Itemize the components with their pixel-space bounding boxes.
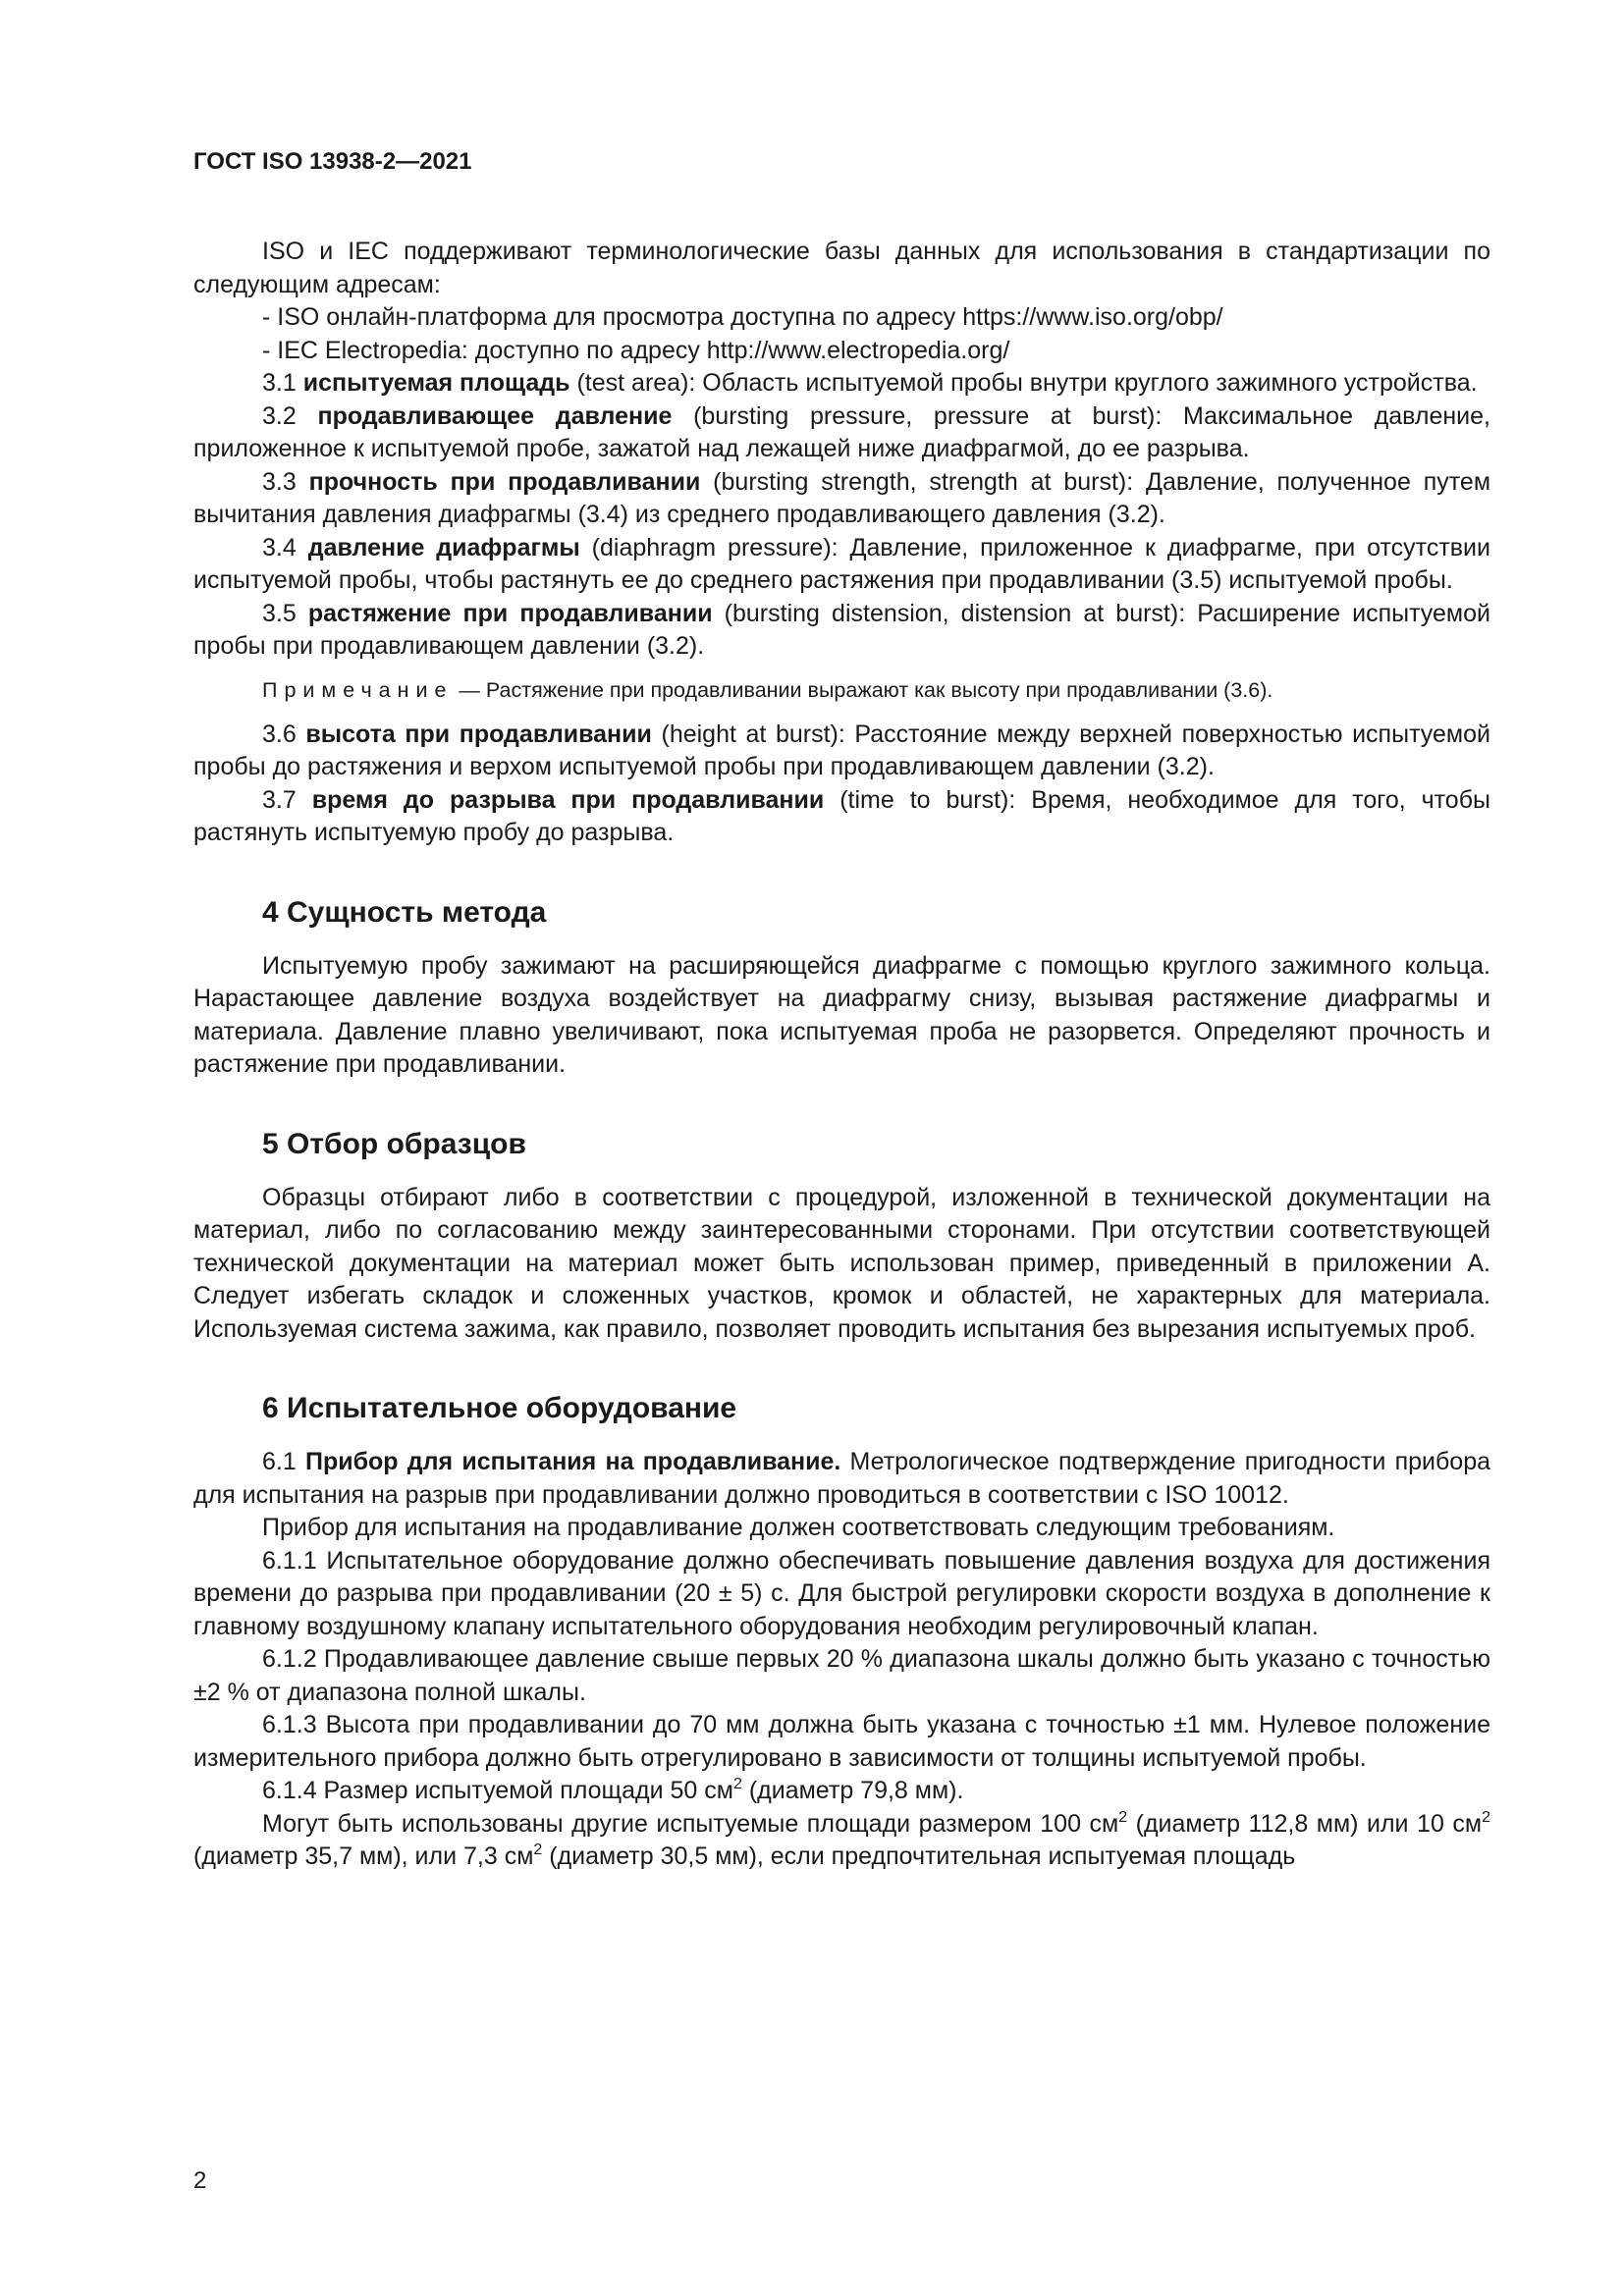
section-4-paragraph: Испытуемую пробу зажимают на расширяющейся диафрагме с помощью круглого зажимного кольца. Нарастающее давление воздуха воздействует на диафрагму снизу, вызывая растяжение диафрагмы и материала. Давление плавно увеличивают, пока испытуемая проба не разорвется. Определяют прочность и растяжение при продавливании.	[193, 951, 1490, 1078]
term-name: прочность при продавливании	[308, 467, 701, 496]
term-3-3: 3.3 прочность при продавливании (bursting strength, strength at burst): Давление, полученное путем вычитания давления диафрагмы (3.4) из среднего продавливающего давления (3.2).	[193, 467, 1490, 528]
term-name: высота при продавливании	[305, 720, 652, 748]
term-3-7: 3.7 время до разрыва при продавливании (time to burst): Время, необходимое для того, чтобы растянуть испытуемую пробу до разрыва.	[193, 785, 1490, 846]
page-number: 2	[193, 2167, 207, 2194]
paragraph-6-1-4-alt: Могут быть использованы другие испытуемые площади размером 100 $см^2$ (диаметр 112,8 мм) или 10 $см^2$ (диаметр 35,7 мм), или 7,3 $см^2$ (диаметр 30,5 мм), если предпочтительная испытуемая площадь	[193, 1808, 1490, 1870]
section-4-title: 4 Сущность метода	[262, 895, 547, 929]
note-label: Примечание	[262, 677, 454, 702]
term-3-6: 3.6 высота при продавливании (height at burst): Расстояние между верхней поверхностью испытуемой пробы до растяжения и верхом испытуемой пробы при продавливающем давлении (3.2).	[193, 720, 1490, 780]
paragraph-6-1-4: 6.1.4 Размер испытуемой площади 50 $см^2$ (диаметр 79,8 мм).	[262, 1776, 964, 1804]
paragraph-6-1-2: 6.1.2 Продавливающее давление свыше первых 20 % диапазона шкалы должно быть указано с точностью ±2 % от диапазона полной шкалы.	[193, 1645, 1490, 1706]
term-3-5: 3.5 растяжение при продавливании (bursting distension, distension at burst): Расширение испытуемой пробы при продавливающем давлении (3.2).	[193, 599, 1490, 660]
paragraph-6-1: 6.1 Прибор для испытания на продавливание. Метрологическое подтверждение пригодности прибора для испытания на разрыв при продавливании должно проводиться в соответствии с ISO 10012.	[193, 1448, 1491, 1509]
paragraph-6-1-requirements: Прибор для испытания на продавливание должен соответствовать следующим требованиям.	[262, 1514, 1335, 1541]
intro-list-item: - IEC Electropedia: доступно по адресу http://www.electropedia.org/	[262, 336, 1010, 364]
term-name: продавливающее давление	[317, 401, 673, 430]
term-name: Прибор для испытания на продавливание.	[304, 1448, 841, 1475]
section-6-title: 6 Испытательное оборудование	[262, 1392, 737, 1424]
section-5-paragraph: Образцы отбирают либо в соответствии с процедурой, изложенной в технической документации на материал, либо по согласованию между заинтересованными сторонами. При отсутствии соответствующей технической документации на материал может быть использован пример, приведенный в приложении А. Следует избегать складок и сложенных участков, кромок и областей, не характерных для материала. Используемая система зажима, как правило, позволяет проводить испытания без вырезания испытуемых проб.	[193, 1183, 1490, 1343]
intro-list-item: - ISO онлайн-платформа для просмотра доступна по адресу https://www.iso.org/obp/	[262, 303, 1223, 331]
paragraph-6-1-1: 6.1.1 Испытательное оборудование должно обеспечивать повышение давления воздуха для достижения времени до разрыва при продавливании (20 ± 5) с. Для быстрой регулировки скорости воздуха в дополнение к главному воздушному клапану испытательного оборудования необходим регулировочный клапан.	[193, 1546, 1490, 1640]
term-3-1: 3.1 испытуемая площадь (test area): Область испытуемой пробы внутри круглого зажимного устройства.	[262, 369, 1478, 397]
paragraph-6-1-3: 6.1.3 Высота при продавливании до 70 мм должна быть указана с точностью ±1 мм. Нулевое положение измерительного прибора должно быть отрегулировано в зависимости от толщины испытуемой пробы.	[193, 1711, 1490, 1772]
intro-paragraph: ISO и IEC поддерживают терминологические базы данных для использования в стандартизации по следующим адресам:	[193, 238, 1490, 298]
term-3-2: 3.2 продавливающее давление (bursting pressure, pressure at burst): Максимальное давление, приложенное к испытуемой пробе, зажатой над лежащей ниже диафрагмой, до ее разрыва.	[193, 401, 1490, 462]
document-page	[193, 147, 1490, 1874]
note	[262, 675, 1490, 705]
document-header: ГОСТ ISO 13938-2—2021	[193, 148, 472, 175]
section-5-title: 5 Отбор образцов	[262, 1127, 526, 1160]
term-name: испытуемая площадь	[302, 369, 570, 397]
term-name: время до разрыва при продавливании	[311, 785, 825, 814]
note-text: — Растяжение при продавливании выражают как высоту при продавливании (3.6).	[453, 677, 1273, 702]
term-3-4: 3.4 давление диафрагмы (diaphragm pressure): Давление, приложенное к диафрагме, при отсутствии испытуемой пробы, чтобы растянуть ее до среднего растяжения при продавливании (3.5) испытуемой пробы.	[193, 533, 1490, 594]
term-name: давление диафрагмы	[307, 533, 580, 561]
term-name: растяжение при продавливании	[307, 599, 713, 627]
